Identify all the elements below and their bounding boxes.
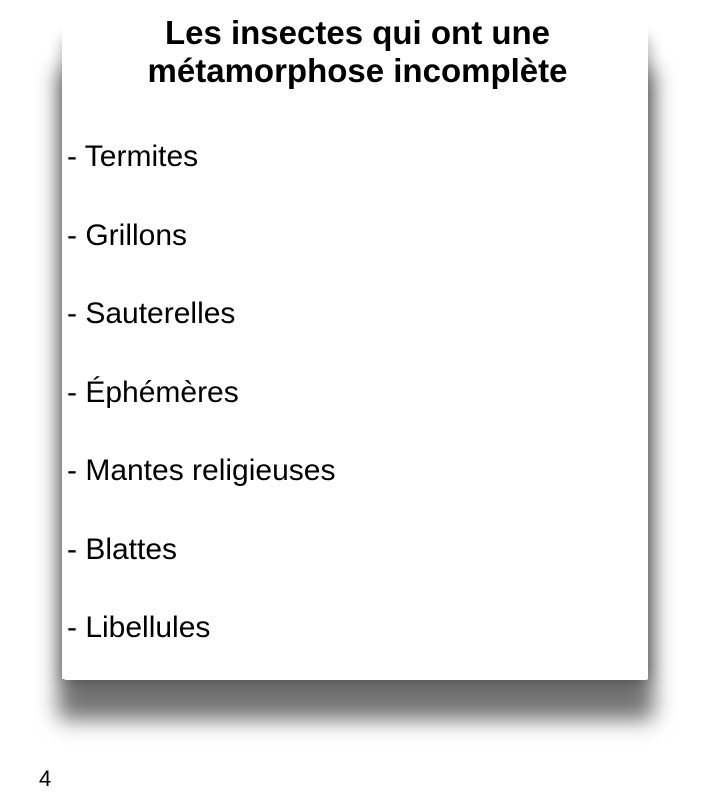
slide-title: [67, 0, 648, 90]
list-item: - Sauterelles: [67, 297, 236, 330]
list-item: - Mantes religieuses: [67, 454, 336, 487]
list-item: - Termites: [67, 140, 199, 173]
title-line-2: métamorphose incomplète: [147, 52, 568, 89]
insect-list: [67, 140, 335, 690]
slide-card: [62, 0, 648, 679]
list-item: - Blattes: [67, 532, 178, 566]
list-item: - Libellules: [67, 611, 211, 644]
title-line-1: Les insectes qui ont une: [164, 14, 551, 51]
list-item: - Grillons: [67, 218, 188, 252]
list-item: - Éphémères: [67, 375, 239, 409]
page-number: 4: [39, 766, 52, 791]
